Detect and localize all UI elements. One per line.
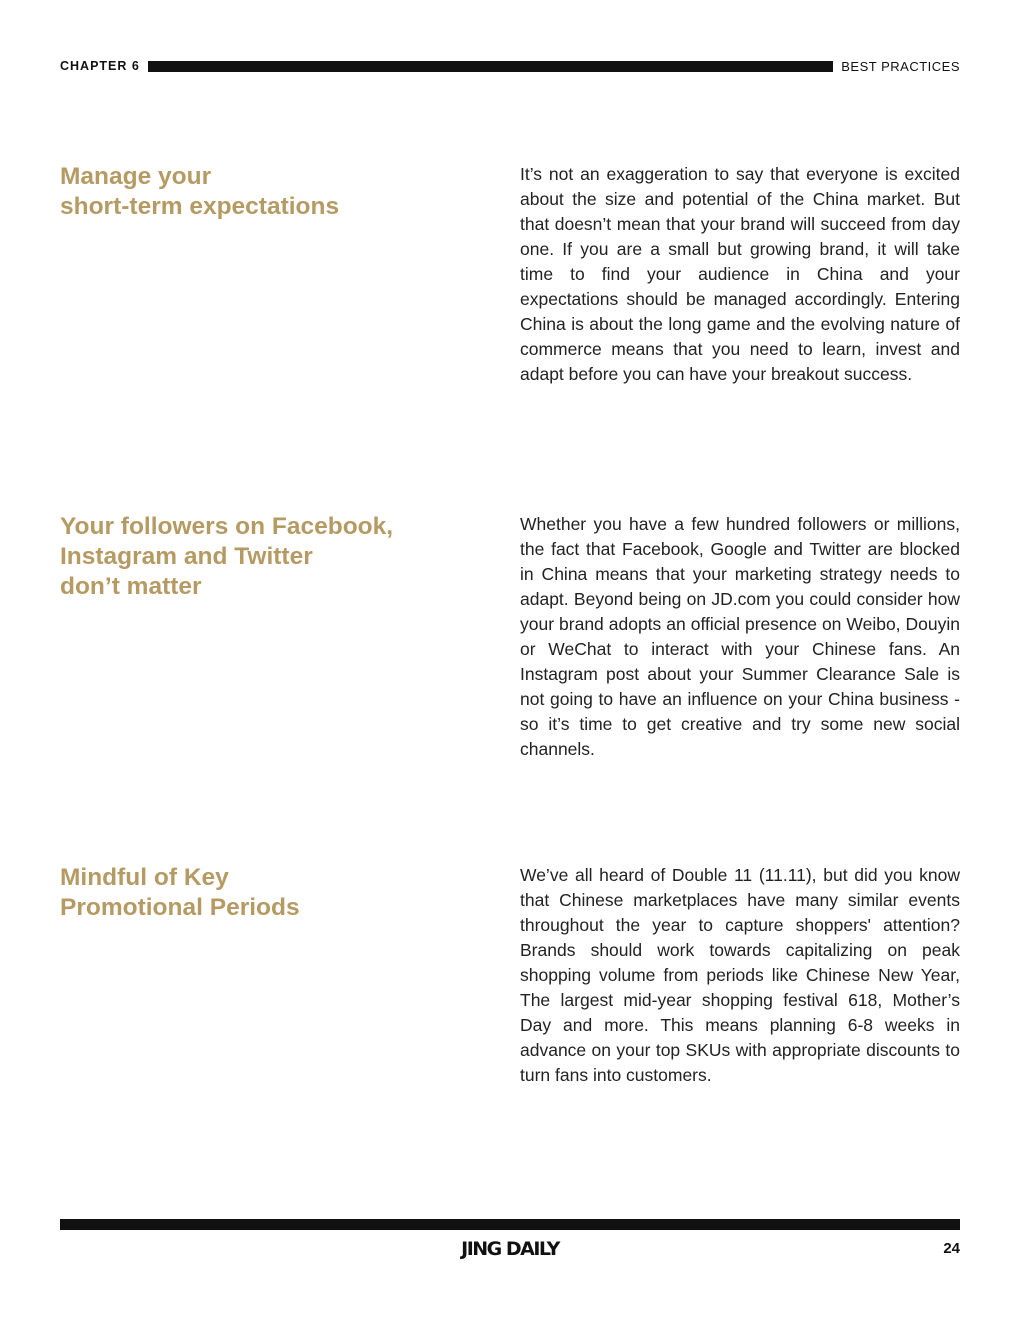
header-divider-bar <box>148 61 833 72</box>
section-label: BEST PRACTICES <box>841 58 960 74</box>
section-body: We’ve all heard of Double 11 (11.11), but did you know that Chinese marketplaces have many similar events throughout the year to capture shoppers' attention? Brands should work towards capitalizing on peak shopping volume from periods like Chinese New Year, The largest mid-year shopping festival 618, Mother’s Day and more. This means planning 6-8 weeks in advance on your top SKUs with appropriate discounts to turn fans into customers. <box>520 865 960 1085</box>
page-number: 24 <box>943 1240 960 1257</box>
section-body: Whether you have a few hundred followers or millions, the fact that Facebook, Google and Twitter are blocked in China means that your marketing strategy needs to adapt. Beyond being on JD.com you could consider how your brand adopts an official presence on Weibo, Douyin or WeChat to interact with your Chinese fans. An Instagram post about your Summer Clearance Sale is not going to have an influence on your China business - so it’s time to get creative and try some new social channels. <box>520 514 960 759</box>
footer-divider-bar <box>60 1219 960 1230</box>
section-body: It’s not an exaggeration to say that everyone is excited about the size and potential of the China market. But that doesn’t mean that your brand will succeed from day one. If you are a small but growing brand, it will take time to find your audience in China and your expectations should be managed accordingly. Entering China is about the long game and the evolving nature of commerce means that you need to learn, invest and adapt before you can have your breakout success. <box>520 164 960 384</box>
heading-line: don’t matter <box>60 573 202 600</box>
heading-line: short-term expectations <box>60 193 340 220</box>
section-heading <box>60 863 460 923</box>
heading-line: Your followers on Facebook, <box>60 513 394 540</box>
heading-line: Promotional Periods <box>60 894 300 921</box>
section-heading <box>60 162 460 222</box>
heading-line: Manage your <box>60 163 212 190</box>
chapter-label: CHAPTER 6 <box>60 59 140 73</box>
heading-line: Mindful of Key <box>60 864 229 891</box>
jing-daily-logo: JING DAILY <box>461 1238 559 1260</box>
page-header <box>60 58 960 74</box>
section-heading <box>60 512 460 602</box>
heading-line: Instagram and Twitter <box>60 543 313 570</box>
